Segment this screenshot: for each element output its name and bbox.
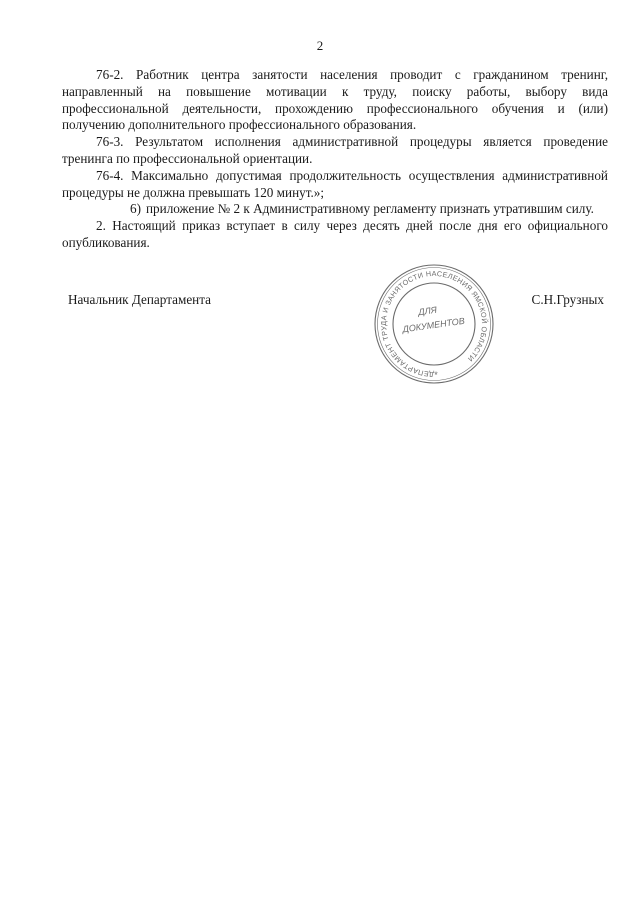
paragraph-76-4: 76-4. Максимально допустимая продолжительность осуществления административной процедуры не должна превышать 120 минут.»; — [62, 167, 608, 200]
stamp-line-1: ДЛЯ — [417, 304, 438, 318]
page-number: 2 — [316, 38, 324, 53]
stamp-line-2: ДОКУМЕНТОВ — [401, 315, 466, 335]
paragraph-effective-date: 2. Настоящий приказ вступает в силу через десять дней после дня его официального опубликования. — [62, 218, 608, 250]
item-number: 6) — [130, 201, 141, 217]
item-text: приложение № 2 к Административному регламенту признать утратившим силу. — [146, 201, 594, 217]
signer-title: Начальник Департамента — [68, 292, 212, 307]
paragraph-76-3: 76-3. Результатом исполнения административной процедуры является проведение тренинга по профессиональной ориентации. — [62, 134, 608, 166]
paragraph-76-2: 76-2. Работник центра занятости населения проводит с гражданином тренинг, направленный на повышение мотивации к труду, поиску работы, выбору вида профессиональной деятельности, прохождению профессионального обучения и (или) получению дополнительного профессионального образования. — [62, 67, 608, 133]
stamp-ring-text: ДЕПАРТАМЕНТ ТРУДА И ЗАНЯТОСТИ НАСЕЛЕНИЯ ЯМСКОЙ ОБЛАСТИ — [378, 268, 490, 380]
paragraph-item-6 — [62, 201, 608, 218]
signer-name: С.Н.Грузных — [531, 292, 604, 307]
document-body — [62, 67, 608, 252]
official-stamp — [366, 262, 502, 384]
stamp-star: * — [434, 370, 438, 380]
